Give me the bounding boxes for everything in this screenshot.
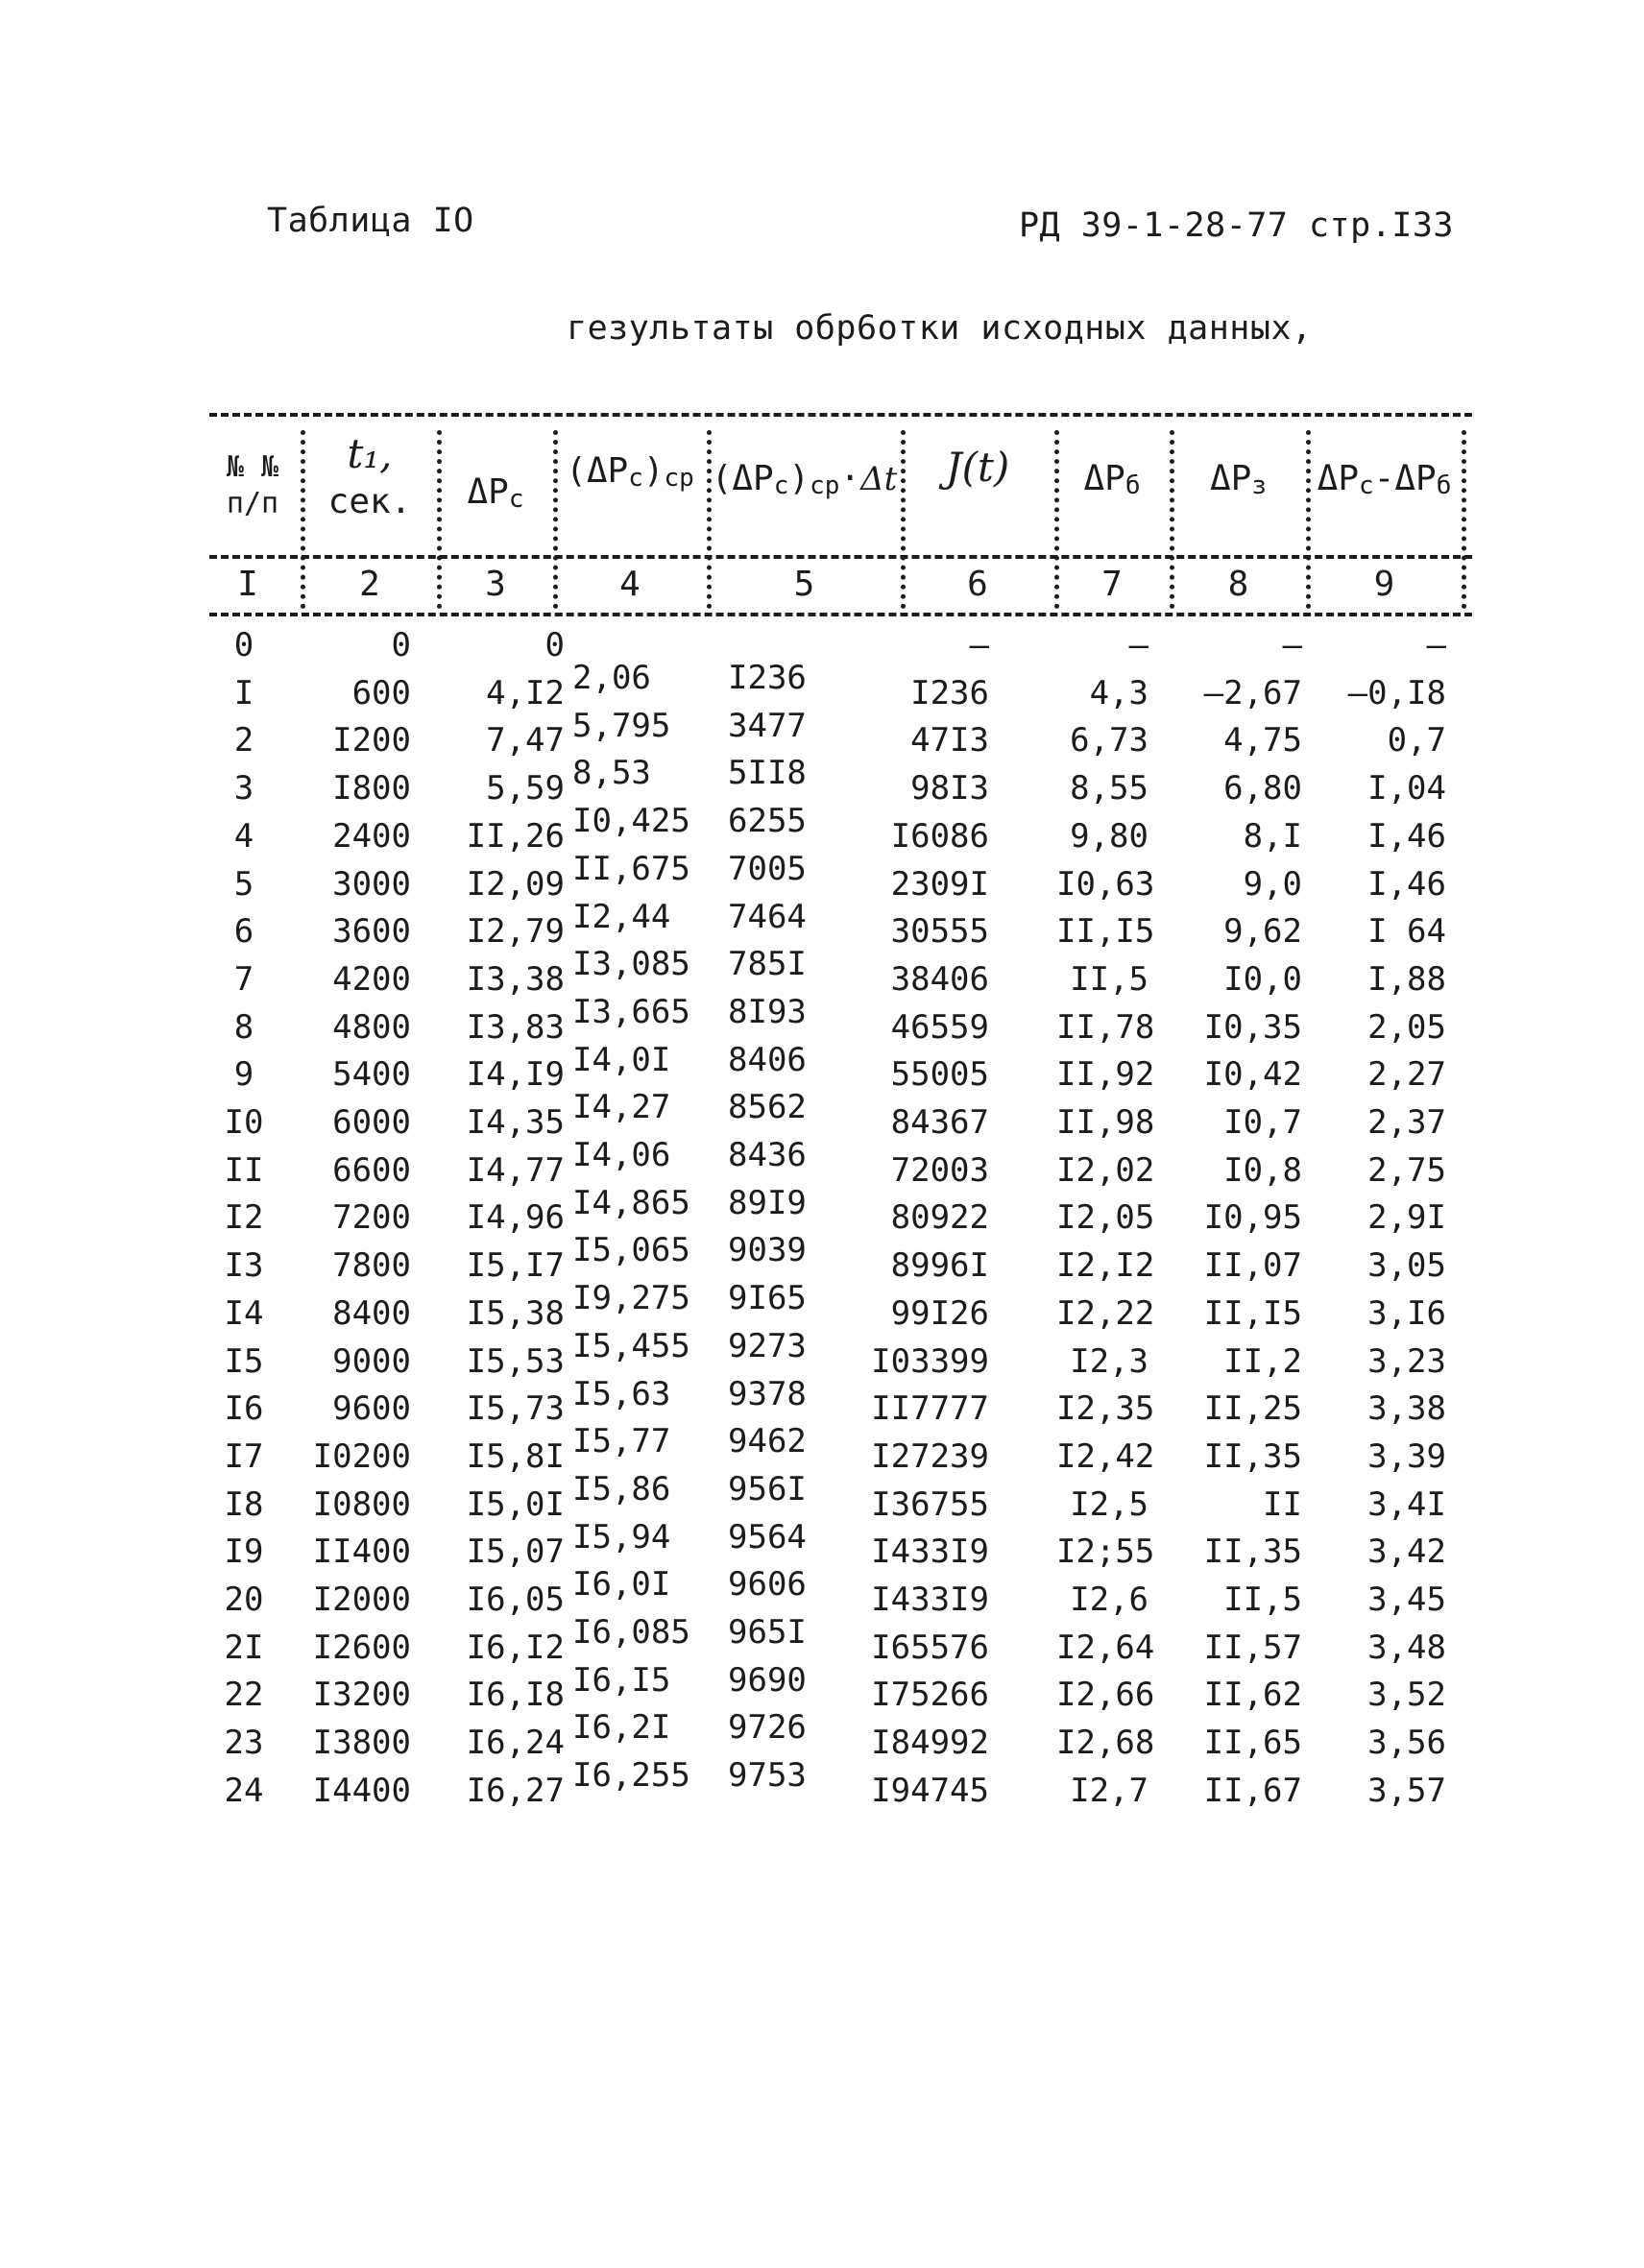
table-cell: II,65 (1203, 1724, 1302, 1763)
table-cell: I4,I9 (466, 1055, 565, 1095)
table-cell: I0,8 (1223, 1150, 1302, 1190)
numbering-bottom-rule (209, 613, 1472, 616)
table-cell: I2 (224, 1198, 264, 1238)
table-cell: I3,38 (466, 959, 565, 999)
table-cell: –0,I8 (1347, 673, 1446, 712)
table-cell: 2,27 (1367, 1055, 1446, 1095)
table-cell: 965I (728, 1613, 807, 1652)
col-header-delta-pz: $\Delta P_з$ (1209, 459, 1267, 500)
table-cell: I2,7 (1070, 1771, 1148, 1810)
table-cell: I2;55 (1056, 1532, 1155, 1572)
table-cell: 5400 (332, 1055, 411, 1095)
table-cell: I8 (224, 1484, 264, 1524)
table-cell: 2I (224, 1628, 264, 1667)
table-cell: – (1426, 626, 1446, 664)
table-cell: 9,62 (1223, 912, 1302, 952)
table-cell: 3000 (332, 864, 411, 904)
table-cell: I,04 (1367, 769, 1446, 808)
table-cell: 9600 (332, 1389, 411, 1429)
table-cell: 2309I (890, 864, 989, 904)
table-cell: 2,37 (1367, 1103, 1446, 1142)
table-cell: 99I26 (890, 1293, 989, 1333)
table-interval-row (0, 1088, 1644, 1134)
table-cell: I5,94 (572, 1517, 671, 1556)
col-header-delta-pc-avg: $(\Delta P_с)_{ср}$ (566, 451, 694, 493)
col-header-number-line1: № № (226, 450, 279, 484)
table-cell: 84367 (890, 1103, 989, 1142)
col-separator (301, 430, 305, 609)
table-cell: I236 (910, 673, 989, 712)
table-cell: 3600 (332, 912, 411, 952)
table-cell: 9462 (728, 1422, 807, 1461)
table-cell: I5,8I (466, 1436, 565, 1476)
table-cell: I5,53 (466, 1341, 565, 1381)
table-cell: I9 (224, 1532, 264, 1572)
table-cell: I4,06 (572, 1136, 671, 1174)
table-cell: II,26 (466, 816, 565, 856)
table-cell: I5,38 (466, 1293, 565, 1333)
col-number-1: I (237, 565, 258, 604)
table-cell: II,35 (1203, 1532, 1302, 1572)
table-cell: I2,35 (1056, 1389, 1155, 1429)
table-cell: I2,5 (1070, 1484, 1148, 1524)
table-cell: I2,02 (1056, 1150, 1155, 1190)
table-cell: 2,05 (1367, 1007, 1446, 1047)
table-cell: 9,0 (1243, 864, 1302, 904)
table-cell: I0,0 (1223, 959, 1302, 999)
table-cell: 8436 (728, 1136, 807, 1174)
table-cell: I4 (224, 1293, 264, 1333)
table-cell: 3,48 (1367, 1628, 1446, 1667)
table-cell: I0,95 (1203, 1198, 1302, 1238)
table-cell: 9564 (728, 1517, 807, 1556)
table-cell: 3 (233, 769, 254, 808)
table-cell: 4200 (332, 959, 411, 999)
table-cell: 3,38 (1367, 1389, 1446, 1429)
table-cell: I7 (224, 1436, 264, 1476)
table-cell: 6,80 (1223, 769, 1302, 808)
table-cell: 8562 (728, 1088, 807, 1127)
table-cell: I4,865 (572, 1183, 690, 1222)
col-header-time (307, 430, 432, 526)
table-cell: 600 (351, 673, 411, 712)
table-cell: I0,42 (1203, 1055, 1302, 1095)
table-cell: II,25 (1203, 1389, 1302, 1429)
table-cell: 8996I (890, 1246, 989, 1286)
table-interval-row (0, 1661, 1644, 1707)
table-interval-row (0, 898, 1644, 944)
table-interval-row (0, 707, 1644, 753)
table-cell: I2,64 (1056, 1628, 1155, 1667)
table-cell: I3800 (312, 1724, 411, 1763)
col-header-delta-pb: $\Delta P_б$ (1083, 459, 1141, 500)
table-cell: 0 (233, 626, 254, 664)
table-caption: гезультаты обр6отки исходных данных, (567, 309, 1313, 348)
col-number-2: 2 (359, 565, 380, 604)
table-cell: I2,3 (1070, 1341, 1148, 1381)
table-cell: 2,75 (1367, 1150, 1446, 1190)
table-cell: I4,96 (466, 1198, 565, 1238)
table-cell: II,675 (572, 849, 690, 888)
table-cell: 8,53 (572, 754, 651, 793)
table-cell: –2,67 (1203, 673, 1302, 712)
table-cell: II,07 (1203, 1246, 1302, 1286)
table-cell: I4,0I (572, 1040, 671, 1079)
table-interval-row (0, 850, 1644, 896)
table-cell: 0 (391, 626, 411, 664)
table-cell: 3,42 (1367, 1532, 1446, 1572)
table-cell: I0,425 (572, 802, 690, 841)
table-cell: I6,27 (466, 1771, 565, 1810)
table-cell: I5,63 (572, 1374, 671, 1413)
table-cell: 24 (224, 1771, 264, 1810)
table-cell: 3,05 (1367, 1246, 1446, 1286)
table-cell: I2,79 (466, 912, 565, 952)
table-cell: 46559 (890, 1007, 989, 1047)
table-cell: I2,I2 (1056, 1246, 1155, 1286)
col-header-time-symbol: t₁, (347, 430, 393, 477)
table-interval-row (0, 993, 1644, 1039)
table-cell: 7464 (728, 897, 807, 936)
table-cell: I4400 (312, 1771, 411, 1810)
table-cell: I2,22 (1056, 1293, 1155, 1333)
document-reference: РД 39-1-28-77 стр.I33 (1018, 206, 1454, 245)
table-cell: I65576 (871, 1628, 989, 1667)
table-cell: 2400 (332, 816, 411, 856)
table-cell: 6000 (332, 1103, 411, 1142)
table-cell: I5,77 (572, 1422, 671, 1461)
table-cell: I27239 (871, 1436, 989, 1476)
table-cell: 9690 (728, 1660, 807, 1700)
table-cell: 7 (233, 959, 254, 999)
col-separator (1462, 430, 1466, 609)
table-cell: – (1282, 626, 1302, 664)
col-header-number (209, 449, 296, 522)
table-cell: I4,77 (466, 1150, 565, 1190)
table-cell: 80922 (890, 1198, 989, 1238)
table-cell: II,I5 (1203, 1293, 1302, 1333)
table-cell: I5,07 (466, 1532, 565, 1572)
table-cell: 6600 (332, 1150, 411, 1190)
table-cell: 4,I2 (486, 673, 565, 712)
table-cell: 4800 (332, 1007, 411, 1047)
table-cell: I0,63 (1056, 864, 1155, 904)
table-cell: 2 (233, 721, 254, 760)
table-cell: 6,73 (1070, 721, 1148, 760)
col-header-jt: J(t) (945, 444, 1010, 491)
table-cell: II,98 (1056, 1103, 1155, 1142)
table-interval-row (0, 1565, 1644, 1611)
table-cell: I800 (332, 769, 411, 808)
col-header-delta-pc-minus-pb: $\Delta P_с-\Delta P_б$ (1317, 459, 1452, 500)
table-cell: I0200 (312, 1436, 411, 1476)
table-cell: I36755 (871, 1484, 989, 1524)
table-interval-row (0, 1613, 1644, 1659)
table-cell: I6,255 (572, 1756, 690, 1796)
table-cell: I3 (224, 1246, 264, 1286)
table-cell: 3,23 (1367, 1341, 1446, 1381)
table-cell: I5,455 (572, 1326, 690, 1365)
table-cell: I6 (224, 1389, 264, 1429)
table-cell: I2,44 (572, 897, 671, 936)
table-interval-row (0, 1518, 1644, 1564)
table-cell: 9039 (728, 1231, 807, 1270)
table-cell: II,35 (1203, 1436, 1302, 1476)
table-cell: I5,0I (466, 1484, 565, 1524)
table-cell: II,2 (1223, 1341, 1302, 1381)
table-cell: I5,I7 (466, 1246, 565, 1286)
col-number-6: 6 (967, 565, 988, 604)
table-cell: I4,35 (466, 1103, 565, 1142)
table-cell: I5,86 (572, 1469, 671, 1508)
col-number-3: 3 (485, 565, 506, 604)
table-interval-row (0, 1470, 1644, 1516)
table-cell: II400 (312, 1532, 411, 1572)
table-interval-row (0, 1184, 1644, 1230)
table-cell: I2,6 (1070, 1580, 1148, 1619)
table-cell: 8I93 (728, 992, 807, 1031)
table-cell: 30555 (890, 912, 989, 952)
table-cell: 8406 (728, 1040, 807, 1079)
table-cell: 9753 (728, 1756, 807, 1796)
table-cell: 3477 (728, 706, 807, 745)
table-cell: I94745 (871, 1771, 989, 1810)
table-cell: II,5 (1070, 959, 1148, 999)
col-header-number-line2: п/п (226, 487, 279, 520)
table-cell: I2600 (312, 1628, 411, 1667)
table-cell: I84992 (871, 1724, 989, 1763)
table-cell: 4 (233, 816, 254, 856)
table-cell: 5,795 (572, 706, 671, 745)
table-cell: II,67 (1203, 1771, 1302, 1810)
table-top-rule (209, 413, 1472, 417)
table-cell: 2,9I (1367, 1198, 1446, 1238)
table-cell: I2,66 (1056, 1676, 1155, 1715)
table-cell: I433I9 (871, 1580, 989, 1619)
table-interval-row (0, 1756, 1644, 1802)
table-cell: 22 (224, 1676, 264, 1715)
table-interval-row (0, 945, 1644, 991)
table-cell: I2,68 (1056, 1724, 1155, 1763)
table-cell: II,78 (1056, 1007, 1155, 1047)
table-interval-row (0, 659, 1644, 705)
table-interval-row (0, 1231, 1644, 1277)
table-cell: 23 (224, 1724, 264, 1763)
table-cell: I6,I2 (466, 1628, 565, 1667)
table-cell: 8400 (332, 1293, 411, 1333)
table-cell: I236 (728, 659, 807, 697)
table-cell: I0 (224, 1103, 264, 1142)
col-number-5: 5 (793, 565, 815, 604)
col-header-delta-pc-avg-dt: $(\Delta P_с)_{ср}\cdot\Delta t$ (711, 459, 898, 500)
table-cell: 47I3 (910, 721, 989, 760)
table-cell: I6,I8 (466, 1676, 565, 1715)
table-cell: II (224, 1150, 264, 1190)
table-interval-row (0, 1041, 1644, 1087)
table-cell: 3,45 (1367, 1580, 1446, 1619)
table-cell: II7777 (871, 1389, 989, 1429)
table-cell: 9 (233, 1055, 254, 1095)
col-number-4: 4 (619, 565, 641, 604)
table-cell: I,46 (1367, 816, 1446, 856)
table-cell: 8,55 (1070, 769, 1148, 808)
table-cell: I5,065 (572, 1231, 690, 1270)
table-cell: 7,47 (486, 721, 565, 760)
table-interval-row (0, 802, 1644, 848)
table-cell: I6,I5 (572, 1660, 671, 1700)
table-cell: 3,39 (1367, 1436, 1446, 1476)
table-cell: 9273 (728, 1326, 807, 1365)
table-cell: I6,2I (572, 1708, 671, 1748)
col-number-8: 8 (1227, 565, 1249, 604)
table-cell: 98I3 (910, 769, 989, 808)
table-cell: 6 (233, 912, 254, 952)
table-cell: I,46 (1367, 864, 1446, 904)
table-cell: 9606 (728, 1565, 807, 1604)
table-cell: 9,80 (1070, 816, 1148, 856)
table-cell: 9000 (332, 1341, 411, 1381)
table-interval-row (0, 1327, 1644, 1373)
table-cell: 3,57 (1367, 1771, 1446, 1810)
table-cell: I6,05 (466, 1580, 565, 1619)
table-interval-row (0, 754, 1644, 800)
table-cell: I5 (224, 1341, 264, 1381)
table-cell: II,57 (1203, 1628, 1302, 1667)
table-cell: I 64 (1367, 912, 1446, 952)
table-cell: I5,73 (466, 1389, 565, 1429)
table-cell: 0 (544, 626, 565, 664)
table-cell: I,88 (1367, 959, 1446, 999)
table-cell: 2,06 (572, 659, 651, 697)
table-cell: 4,3 (1089, 673, 1148, 712)
table-cell: 3,52 (1367, 1676, 1446, 1715)
table-cell: 38406 (890, 959, 989, 999)
table-label: Таблица IO (267, 202, 474, 240)
header-bottom-rule (209, 555, 1472, 559)
table-interval-row (0, 1279, 1644, 1325)
table-cell: II,5 (1223, 1580, 1302, 1619)
table-cell: 5II8 (728, 754, 807, 793)
table-cell: I2,42 (1056, 1436, 1155, 1476)
col-header-delta-pc: $\Delta P_с$ (467, 472, 524, 514)
table-cell: 3,I6 (1367, 1293, 1446, 1333)
table-cell: 3,4I (1367, 1484, 1446, 1524)
table-cell: I6,0I (572, 1565, 671, 1604)
table-cell: 7200 (332, 1198, 411, 1238)
table-cell: 9726 (728, 1708, 807, 1748)
table-cell: I6,24 (466, 1724, 565, 1763)
table-interval-row (0, 1708, 1644, 1754)
table-cell: 9I65 (728, 1279, 807, 1318)
table-cell: II,I5 (1056, 912, 1155, 952)
table-cell: II,92 (1056, 1055, 1155, 1095)
table-cell: 20 (224, 1580, 264, 1619)
table-cell: I6086 (890, 816, 989, 856)
table-cell: I2,05 (1056, 1198, 1155, 1238)
table-cell: I9,275 (572, 1279, 690, 1318)
table-cell: 7005 (728, 849, 807, 888)
col-header-time-unit: сек. (327, 482, 412, 521)
table-cell: 5 (233, 864, 254, 904)
col-number-9: 9 (1373, 565, 1395, 604)
table-interval-row (0, 1375, 1644, 1421)
table-interval-row (0, 1422, 1644, 1468)
table-cell: I3200 (312, 1676, 411, 1715)
table-cell: I3,665 (572, 992, 690, 1031)
table-cell: 3,56 (1367, 1724, 1446, 1763)
table-cell: 0,7 (1387, 721, 1446, 760)
table-cell: I0,7 (1223, 1103, 1302, 1142)
table-cell: I75266 (871, 1676, 989, 1715)
table-cell: I4,27 (572, 1088, 671, 1127)
table-cell: 72003 (890, 1150, 989, 1190)
table-cell: 89I9 (728, 1183, 807, 1222)
table-cell: 55005 (890, 1055, 989, 1095)
table-cell: I2000 (312, 1580, 411, 1619)
table-cell: I3,83 (466, 1007, 565, 1047)
table-cell: 8,I (1243, 816, 1302, 856)
table-cell: 8 (233, 1007, 254, 1047)
table-cell: 785I (728, 945, 807, 984)
table-cell: I (233, 673, 254, 712)
table-cell: I0800 (312, 1484, 411, 1524)
table-cell: II (1263, 1484, 1302, 1524)
table-cell: I3,085 (572, 945, 690, 984)
table-cell: 4,75 (1223, 721, 1302, 760)
table-cell: I200 (332, 721, 411, 760)
table-cell: I03399 (871, 1341, 989, 1381)
table-cell: 956I (728, 1469, 807, 1508)
table-cell: 5,59 (486, 769, 565, 808)
table-cell: – (969, 626, 989, 664)
table-cell: I2,09 (466, 864, 565, 904)
table-cell: 9378 (728, 1374, 807, 1413)
table-cell: 6255 (728, 802, 807, 841)
col-number-7: 7 (1101, 565, 1123, 604)
table-cell: 7800 (332, 1246, 411, 1286)
table-cell: I6,085 (572, 1613, 690, 1652)
table-cell: I0,35 (1203, 1007, 1302, 1047)
table-cell: – (1128, 626, 1148, 664)
table-cell: II,62 (1203, 1676, 1302, 1715)
table-cell: I433I9 (871, 1532, 989, 1572)
table-interval-row (0, 1136, 1644, 1182)
